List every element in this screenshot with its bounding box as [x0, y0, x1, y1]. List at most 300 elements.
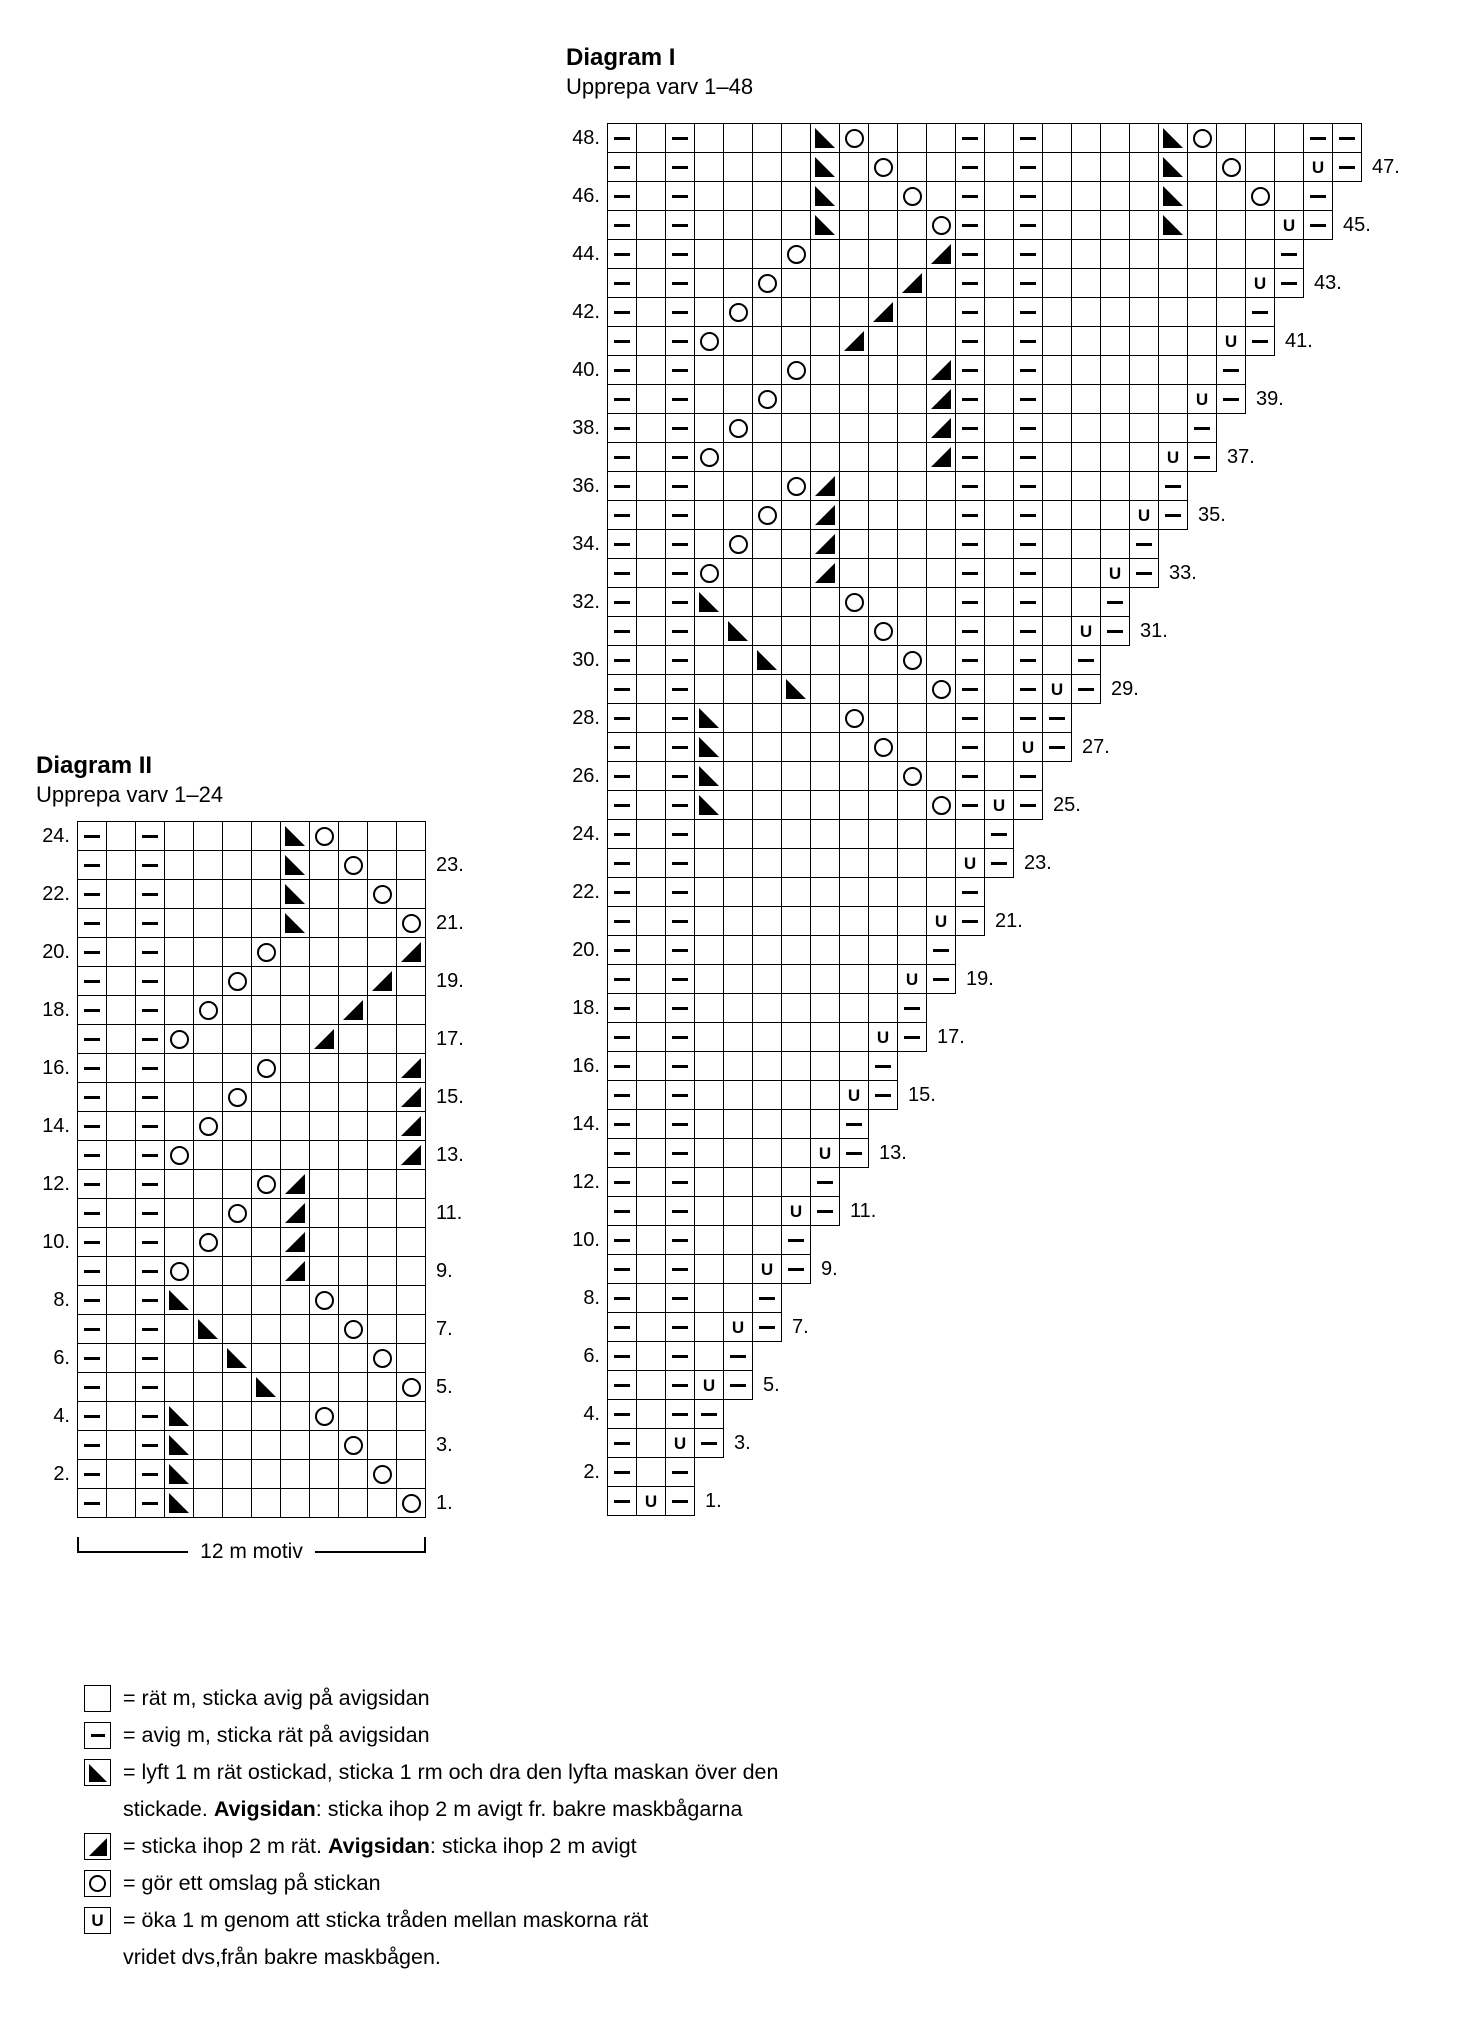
cell-yarn-over	[222, 966, 252, 996]
k2tog-triangle-icon	[285, 1261, 305, 1281]
cell-knit	[1187, 210, 1217, 240]
cell-knit	[752, 1138, 782, 1168]
cell-knit	[926, 268, 956, 298]
cell-purl	[1303, 181, 1333, 211]
cell-knit	[752, 935, 782, 965]
cell-purl	[665, 1167, 695, 1197]
cell-make-1	[1100, 558, 1130, 588]
cell-knit	[781, 848, 811, 878]
purl-dash-icon	[672, 833, 688, 836]
cell-purl	[607, 761, 637, 791]
cell-knit	[338, 1140, 368, 1170]
row-number-label	[554, 1370, 608, 1400]
row-number-label	[554, 1312, 608, 1342]
cell-purl	[723, 1370, 753, 1400]
cell-purl	[665, 1225, 695, 1255]
cell-knit	[868, 558, 898, 588]
row-number-label	[24, 850, 78, 880]
cell-knit	[1071, 152, 1101, 182]
row-number-label: 16.	[572, 1055, 600, 1077]
cell-knit	[1042, 181, 1072, 211]
skp-triangle-icon	[815, 128, 835, 148]
yarn-over-icon	[344, 1436, 363, 1455]
row-number-label: 11.	[436, 1202, 463, 1224]
cell-knit	[781, 297, 811, 327]
cell-knit	[781, 645, 811, 675]
row-number-label: 48.	[572, 127, 600, 149]
cell-purl	[1013, 616, 1043, 646]
purl-dash-icon	[672, 1210, 688, 1213]
cell-make-1	[636, 1486, 666, 1516]
purl-dash-icon	[962, 717, 978, 720]
cell-knit	[222, 1285, 252, 1315]
cell-purl	[665, 355, 695, 385]
cell-knit	[810, 935, 840, 965]
cell-knit	[636, 413, 666, 443]
cell-purl	[135, 1053, 165, 1083]
row-number-label	[554, 964, 608, 994]
cell-knit	[1100, 123, 1130, 153]
cell-knit	[781, 558, 811, 588]
cell-purl	[77, 1372, 107, 1402]
cell-knit	[636, 1341, 666, 1371]
yarn-over-icon	[874, 738, 893, 757]
make-one-icon: U	[1253, 273, 1267, 293]
cell-knit	[868, 587, 898, 617]
cell-knit	[106, 1111, 136, 1141]
cell-knit	[106, 821, 136, 851]
purl-dash-icon	[672, 804, 688, 807]
cell-knit	[106, 1227, 136, 1257]
cell-knit	[636, 1138, 666, 1168]
cell-knit	[868, 471, 898, 501]
purl-dash-icon	[875, 1094, 891, 1097]
cell-knit	[251, 879, 281, 909]
cell-make-1	[752, 1254, 782, 1284]
cell-skp	[810, 181, 840, 211]
cell-knit	[984, 268, 1014, 298]
cell-purl	[77, 1140, 107, 1170]
cell-purl	[77, 1488, 107, 1518]
row-number-label: 37.	[1227, 446, 1255, 468]
purl-dash-icon	[672, 1065, 688, 1068]
purl-dash-icon	[904, 1036, 920, 1039]
skp-triangle-icon	[256, 1377, 276, 1397]
purl-dash-icon	[672, 978, 688, 981]
cell-skp	[164, 1285, 194, 1315]
cell-purl	[665, 732, 695, 762]
row-number-label	[554, 384, 608, 414]
cell-purl	[607, 1109, 637, 1139]
cell-knit	[723, 645, 753, 675]
skp-triangle-icon	[227, 1348, 247, 1368]
cell-purl	[135, 1140, 165, 1170]
cell-knit	[723, 1225, 753, 1255]
cell-make-1	[1129, 500, 1159, 530]
k2tog-triangle-icon	[285, 1232, 305, 1252]
purl-dash-icon	[962, 601, 978, 604]
cell-k2tog	[926, 355, 956, 385]
cell-yarn-over	[367, 879, 397, 909]
cell-knit	[897, 355, 927, 385]
cell-knit	[367, 1111, 397, 1141]
cell-purl	[955, 674, 985, 704]
cell-knit	[984, 500, 1014, 530]
cell-k2tog	[810, 529, 840, 559]
cell-knit	[897, 732, 927, 762]
cell-knit	[106, 1430, 136, 1460]
cell-purl	[665, 587, 695, 617]
cell-knit	[1245, 239, 1275, 269]
row-number-label: 1.	[436, 1492, 453, 1514]
cell-knit	[636, 471, 666, 501]
chart-row-2	[554, 1457, 1400, 1487]
cell-knit	[752, 326, 782, 356]
cell-knit	[280, 1111, 310, 1141]
row-number-label	[24, 1024, 78, 1054]
purl-dash-icon	[1136, 543, 1152, 546]
cell-knit	[1274, 152, 1304, 182]
cell-knit	[251, 1256, 281, 1286]
purl-dash-icon	[672, 1181, 688, 1184]
cell-knit	[309, 1488, 339, 1518]
cell-knit	[897, 558, 927, 588]
purl-dash-icon	[759, 1297, 775, 1300]
cell-purl	[1013, 413, 1043, 443]
purl-dash-icon	[962, 920, 978, 923]
cell-yarn-over	[839, 703, 869, 733]
purl-dash-icon	[614, 1384, 630, 1387]
cell-knit	[723, 355, 753, 385]
cell-knit	[1071, 384, 1101, 414]
cell-knit	[1042, 500, 1072, 530]
purl-dash-icon	[933, 949, 949, 952]
cell-knit	[396, 1285, 426, 1315]
cell-knit	[752, 442, 782, 472]
yarn-over-icon	[845, 129, 864, 148]
chart-row-29	[554, 674, 1400, 704]
cell-knit	[694, 1022, 724, 1052]
cell-knit	[1187, 181, 1217, 211]
cell-purl	[607, 529, 637, 559]
purl-dash-icon	[84, 1444, 100, 1447]
chart-row-25	[554, 790, 1400, 820]
cell-purl	[665, 1457, 695, 1487]
cell-skp	[193, 1314, 223, 1344]
purl-dash-icon	[614, 1413, 630, 1416]
cell-knit	[723, 935, 753, 965]
cell-knit	[1042, 384, 1072, 414]
row-number-label: 27.	[1082, 736, 1110, 758]
cell-knit	[636, 1051, 666, 1081]
k2tog-triangle-icon	[902, 273, 922, 293]
cell-purl	[955, 761, 985, 791]
make-one-icon: U	[1311, 157, 1325, 177]
cell-knit	[752, 674, 782, 704]
cell-knit	[694, 123, 724, 153]
chart-row-33	[554, 558, 1400, 588]
cell-knit	[810, 326, 840, 356]
cell-knit	[839, 906, 869, 936]
cell-purl	[868, 1080, 898, 1110]
row-number-label	[554, 848, 608, 878]
cell-knit	[193, 937, 223, 967]
cell-knit	[309, 966, 339, 996]
cell-knit	[1187, 355, 1217, 385]
purl-dash-icon	[142, 951, 158, 954]
cell-knit	[723, 1138, 753, 1168]
cell-knit	[839, 471, 869, 501]
cell-purl	[868, 1051, 898, 1081]
cell-knit	[636, 1312, 666, 1342]
cell-knit	[694, 819, 724, 849]
purl-dash-icon	[1252, 311, 1268, 314]
diagram-1	[554, 44, 1400, 1521]
chart-row-10	[24, 1227, 464, 1257]
cell-knit	[926, 471, 956, 501]
cell-knit	[1100, 326, 1130, 356]
cell-knit	[1071, 558, 1101, 588]
cell-knit	[897, 906, 927, 936]
cell-knit	[367, 850, 397, 880]
purl-dash-icon	[672, 340, 688, 343]
cell-knit	[280, 966, 310, 996]
cell-knit	[222, 821, 252, 851]
cell-knit	[396, 850, 426, 880]
cell-knit	[193, 966, 223, 996]
purl-dash-icon	[84, 1096, 100, 1099]
cell-skp	[752, 645, 782, 675]
cell-knit	[752, 616, 782, 646]
cell-purl	[1245, 297, 1275, 327]
yarn-over-icon	[344, 1320, 363, 1339]
chart-row-16	[24, 1053, 464, 1083]
purl-dash-icon	[846, 1152, 862, 1155]
purl-dash-icon	[672, 1384, 688, 1387]
cell-knit	[752, 239, 782, 269]
row-number-label: 14.	[42, 1115, 70, 1137]
cell-knit	[694, 500, 724, 530]
purl-dash-icon	[84, 1009, 100, 1012]
make-one-icon: U	[731, 1317, 745, 1337]
row-number-label: 40.	[572, 359, 600, 381]
skp-triangle-icon	[285, 913, 305, 933]
yarn-over-icon	[257, 1175, 276, 1194]
cell-knit	[752, 703, 782, 733]
cell-knit	[106, 1372, 136, 1402]
cell-knit	[781, 761, 811, 791]
legend-entry-yarn-over	[84, 1865, 778, 1902]
purl-dash-icon	[91, 1734, 105, 1737]
yarn-over-icon	[199, 1233, 218, 1252]
row-number-label: 19.	[966, 968, 994, 990]
cell-k2tog	[309, 1024, 339, 1054]
cell-knit	[839, 413, 869, 443]
cell-knit	[897, 413, 927, 443]
chart-row-14	[554, 1109, 1400, 1139]
cell-knit	[636, 703, 666, 733]
cell-knit	[868, 239, 898, 269]
yarn-over-icon	[402, 1378, 421, 1397]
cell-yarn-over	[164, 1140, 194, 1170]
cell-knit	[781, 1022, 811, 1052]
cell-knit	[338, 1285, 368, 1315]
cell-knit	[251, 1488, 281, 1518]
yarn-over-icon	[199, 1001, 218, 1020]
purl-dash-icon	[1339, 166, 1355, 169]
cell-knit	[752, 1051, 782, 1081]
row-number-label	[554, 1486, 608, 1516]
purl-dash-icon	[1020, 398, 1036, 401]
legend-line: stickade. Avigsidan: sticka ihop 2 m avigt fr. bakre maskbågarna	[123, 1797, 743, 1821]
cell-knit	[752, 587, 782, 617]
cell-knit	[723, 703, 753, 733]
cell-knit	[897, 616, 927, 646]
cell-knit	[781, 732, 811, 762]
cell-purl	[607, 1196, 637, 1226]
cell-knit	[367, 1227, 397, 1257]
cell-knit	[367, 1401, 397, 1431]
k2tog-triangle-icon	[372, 971, 392, 991]
cell-knit	[781, 210, 811, 240]
cell-knit	[868, 761, 898, 791]
cell-knit	[222, 1401, 252, 1431]
cell-make-1	[723, 1312, 753, 1342]
legend-line: = öka 1 m genom att sticka tråden mellan maskorna rät	[123, 1908, 649, 1932]
chart-row-3	[24, 1430, 464, 1460]
cell-knit	[636, 1225, 666, 1255]
cell-knit	[222, 1227, 252, 1257]
k2tog-triangle-icon	[873, 302, 893, 322]
chart-row-19	[24, 966, 464, 996]
cell-knit	[694, 239, 724, 269]
cell-purl	[607, 210, 637, 240]
yarn-over-icon	[932, 796, 951, 815]
cell-knit	[868, 413, 898, 443]
purl-dash-icon	[142, 864, 158, 867]
cell-knit	[193, 1285, 223, 1315]
cell-knit	[1129, 413, 1159, 443]
cell-purl	[77, 1198, 107, 1228]
cell-purl	[955, 616, 985, 646]
cell-knit	[309, 1198, 339, 1228]
k2tog-triangle-icon	[285, 1174, 305, 1194]
cell-purl	[1303, 123, 1333, 153]
cell-purl	[607, 152, 637, 182]
cell-k2tog	[926, 442, 956, 472]
purl-dash-icon	[84, 1502, 100, 1505]
cell-knit	[636, 877, 666, 907]
chart-row-43	[554, 268, 1400, 298]
cell-make-1	[1303, 152, 1333, 182]
row-number-label: 21.	[995, 910, 1023, 932]
cell-purl	[665, 1341, 695, 1371]
purl-dash-icon	[672, 572, 688, 575]
cell-knit	[309, 1169, 339, 1199]
cell-knit	[752, 877, 782, 907]
cell-knit	[636, 964, 666, 994]
cell-purl	[607, 500, 637, 530]
cell-knit	[781, 1138, 811, 1168]
cell-purl	[665, 616, 695, 646]
chart-row-22	[24, 879, 464, 909]
row-number-label	[554, 1196, 608, 1226]
cell-purl	[77, 995, 107, 1025]
make-1-symbol-icon	[84, 1907, 111, 1934]
cell-knit	[1071, 123, 1101, 153]
cell-knit	[1100, 152, 1130, 182]
cell-make-1	[984, 790, 1014, 820]
cell-knit	[723, 1051, 753, 1081]
row-number-label	[554, 500, 608, 530]
cell-purl	[1274, 268, 1304, 298]
cell-knit	[694, 993, 724, 1023]
chart-row-11	[24, 1198, 464, 1228]
cell-knit	[752, 1225, 782, 1255]
purl-dash-icon	[1310, 224, 1326, 227]
cell-knit	[1158, 355, 1188, 385]
skp-triangle-icon	[1163, 215, 1183, 235]
cell-knit	[396, 1401, 426, 1431]
cell-knit	[723, 1254, 753, 1284]
cell-knit	[984, 558, 1014, 588]
cell-purl	[607, 906, 637, 936]
purl-dash-icon	[84, 980, 100, 983]
cell-knit	[868, 674, 898, 704]
cell-purl	[665, 645, 695, 675]
cell-knit	[193, 1053, 223, 1083]
purl-dash-icon	[142, 835, 158, 838]
cell-knit	[222, 995, 252, 1025]
cell-knit	[106, 1140, 136, 1170]
cell-purl	[607, 645, 637, 675]
cell-purl	[77, 1169, 107, 1199]
cell-knit	[251, 1285, 281, 1315]
cell-knit	[193, 821, 223, 851]
purl-dash-icon	[84, 1473, 100, 1476]
purl-dash-icon	[142, 1212, 158, 1215]
cell-purl	[1013, 297, 1043, 327]
purl-dash-icon	[614, 1355, 630, 1358]
cell-purl	[1100, 587, 1130, 617]
cell-knit	[251, 1198, 281, 1228]
legend-entry-text	[123, 1865, 381, 1902]
chart-row-45	[554, 210, 1400, 240]
chart-row-17	[554, 1022, 1400, 1052]
cell-knit	[106, 1082, 136, 1112]
legend-line: = sticka ihop 2 m rät. Avigsidan: sticka ihop 2 m avigt	[123, 1834, 637, 1858]
yarn-over-icon	[903, 187, 922, 206]
cell-purl	[607, 790, 637, 820]
cell-purl	[694, 1399, 724, 1429]
cell-purl	[752, 1312, 782, 1342]
row-number-label: 30.	[572, 649, 600, 671]
purl-dash-icon	[142, 1386, 158, 1389]
purl-dash-icon	[1020, 137, 1036, 140]
cell-purl	[665, 1109, 695, 1139]
yarn-over-icon	[228, 972, 247, 991]
cell-purl	[1013, 790, 1043, 820]
cell-purl	[77, 908, 107, 938]
cell-knit	[810, 442, 840, 472]
cell-knit	[222, 850, 252, 880]
cell-yarn-over	[396, 1372, 426, 1402]
cell-knit	[636, 1109, 666, 1139]
cell-skp	[1158, 210, 1188, 240]
cell-knit	[984, 471, 1014, 501]
cell-purl	[607, 326, 637, 356]
skp-triangle-icon	[757, 650, 777, 670]
